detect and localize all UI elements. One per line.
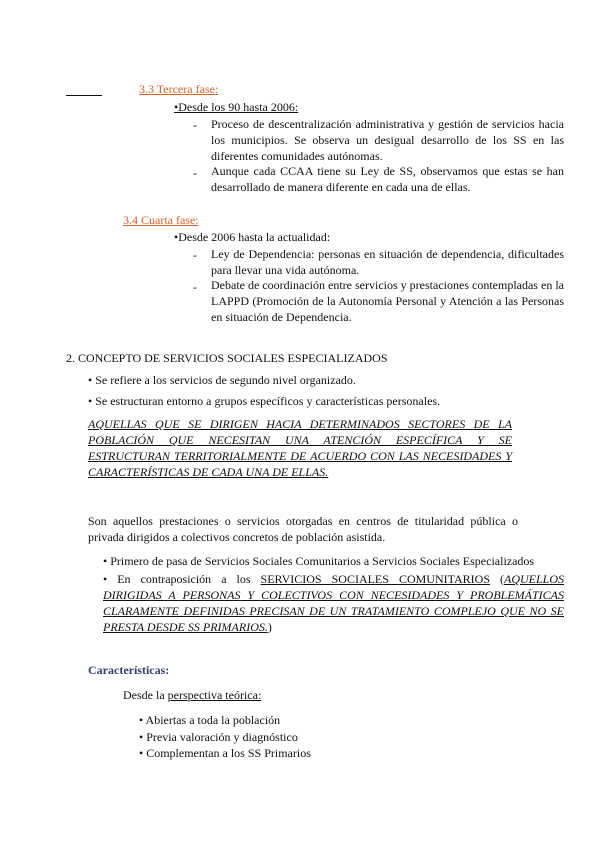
section-2-definition: AQUELLAS QUE SE DIRIGEN HACIA DETERMINADOS SECTORES DE LA POBLACIÓN QUE NECESITAN UNA ATENCIÓN ESPECÍFICA Y SE ESTRUCTURAN TERRITORIALMENTE DE ACUERDO CON LAS NECESIDADES Y CARACTERÍSTICAS DE CADA UNA DE ELLAS.	[88, 417, 512, 479]
dash-marker: -	[193, 280, 197, 294]
caracteristicas-intro	[123, 687, 261, 703]
bullet-4-prefix: • En contraposición a los	[103, 572, 251, 586]
section-2-heading: 2. CONCEPTO DE SERVICIOS SOCIALES ESPECIALIZADOS	[66, 351, 388, 365]
section-3-3-item-1: Proceso de descentralización administrativa y gestión de servicios hacia los municipios. Se observa un desigual desarrollo de los SS en las diferentes comunidades autónomas.	[211, 117, 564, 163]
section-2-paragraph: Son aquellos prestaciones o servicios otorgadas en centros de titularidad pública o privada dirigidos a colectivos concretos de población asistida.	[88, 514, 518, 544]
caracteristicas-title: Características:	[88, 663, 170, 677]
bullet-4-italic: AQUELLOS DIRIGIDAS A PERSONAS Y COLECTIVOS CON NECESIDADES Y PROBLEMÁTICAS CLARAMENTE DEFINIDAS PRECISAN DE UN TRATAMIENTO COMPLEJO QUE NO SE PRESTA DESDE SS PRIMARIOS.	[103, 572, 565, 634]
dash-marker: -	[193, 118, 197, 132]
caracteristicas-item-2: • Previa valoración y diagnóstico	[139, 730, 298, 744]
section-3-4-item-1: Ley de Dependencia: personas en situación de dependencia, dificultades para llevar una vida autónoma.	[211, 247, 564, 277]
dash-marker: -	[193, 248, 197, 262]
section-3-3-period: •Desde los 90 hasta 2006:	[174, 100, 299, 114]
section-3-4-title: 3.4 Cuarta fase:	[123, 213, 199, 227]
caracteristicas-intro-prefix: Desde la	[123, 688, 165, 702]
bullet-4-open: (	[500, 572, 505, 586]
caracteristicas-item-3: • Complementan a los SS Primarios	[139, 746, 311, 760]
section-3-4-period: •Desde 2006 hasta la actualidad:	[174, 230, 331, 244]
section-3-4-item-2: Debate de coordinación entre servicios y prestaciones contempladas en la LAPPD (Promoción de la Autonomía Personal y Atención a las Personas en situación de Dependencia.	[211, 278, 564, 324]
underline-rule	[66, 95, 102, 96]
caracteristicas-item-1: • Abiertas a toda la población	[139, 713, 281, 727]
section-2-bullet-4	[103, 571, 564, 635]
section-3-3-item-2: Aunque cada CCAA tiene su Ley de SS, observamos que estas se han desarrollado de manera diferente en cada una de ellas.	[211, 164, 564, 194]
section-2-bullet-2: • Se estructuran entorno a grupos específicos y características personales.	[88, 394, 441, 408]
section-3-3-title: 3.3 Tercera fase:	[139, 82, 219, 96]
bullet-4-link: SERVICIOS SOCIALES COMUNITARIOS	[260, 572, 490, 586]
caracteristicas-intro-link: perspectiva teórica:	[167, 688, 262, 702]
section-2-bullet-1: • Se refiere a los servicios de segundo nivel organizado.	[88, 373, 356, 387]
dash-marker: -	[193, 166, 197, 180]
section-2-bullet-3: • Primero de pasa de Servicios Sociales Comunitarios a Servicios Sociales Especializados	[103, 554, 535, 568]
bullet-4-close: )	[267, 620, 272, 634]
